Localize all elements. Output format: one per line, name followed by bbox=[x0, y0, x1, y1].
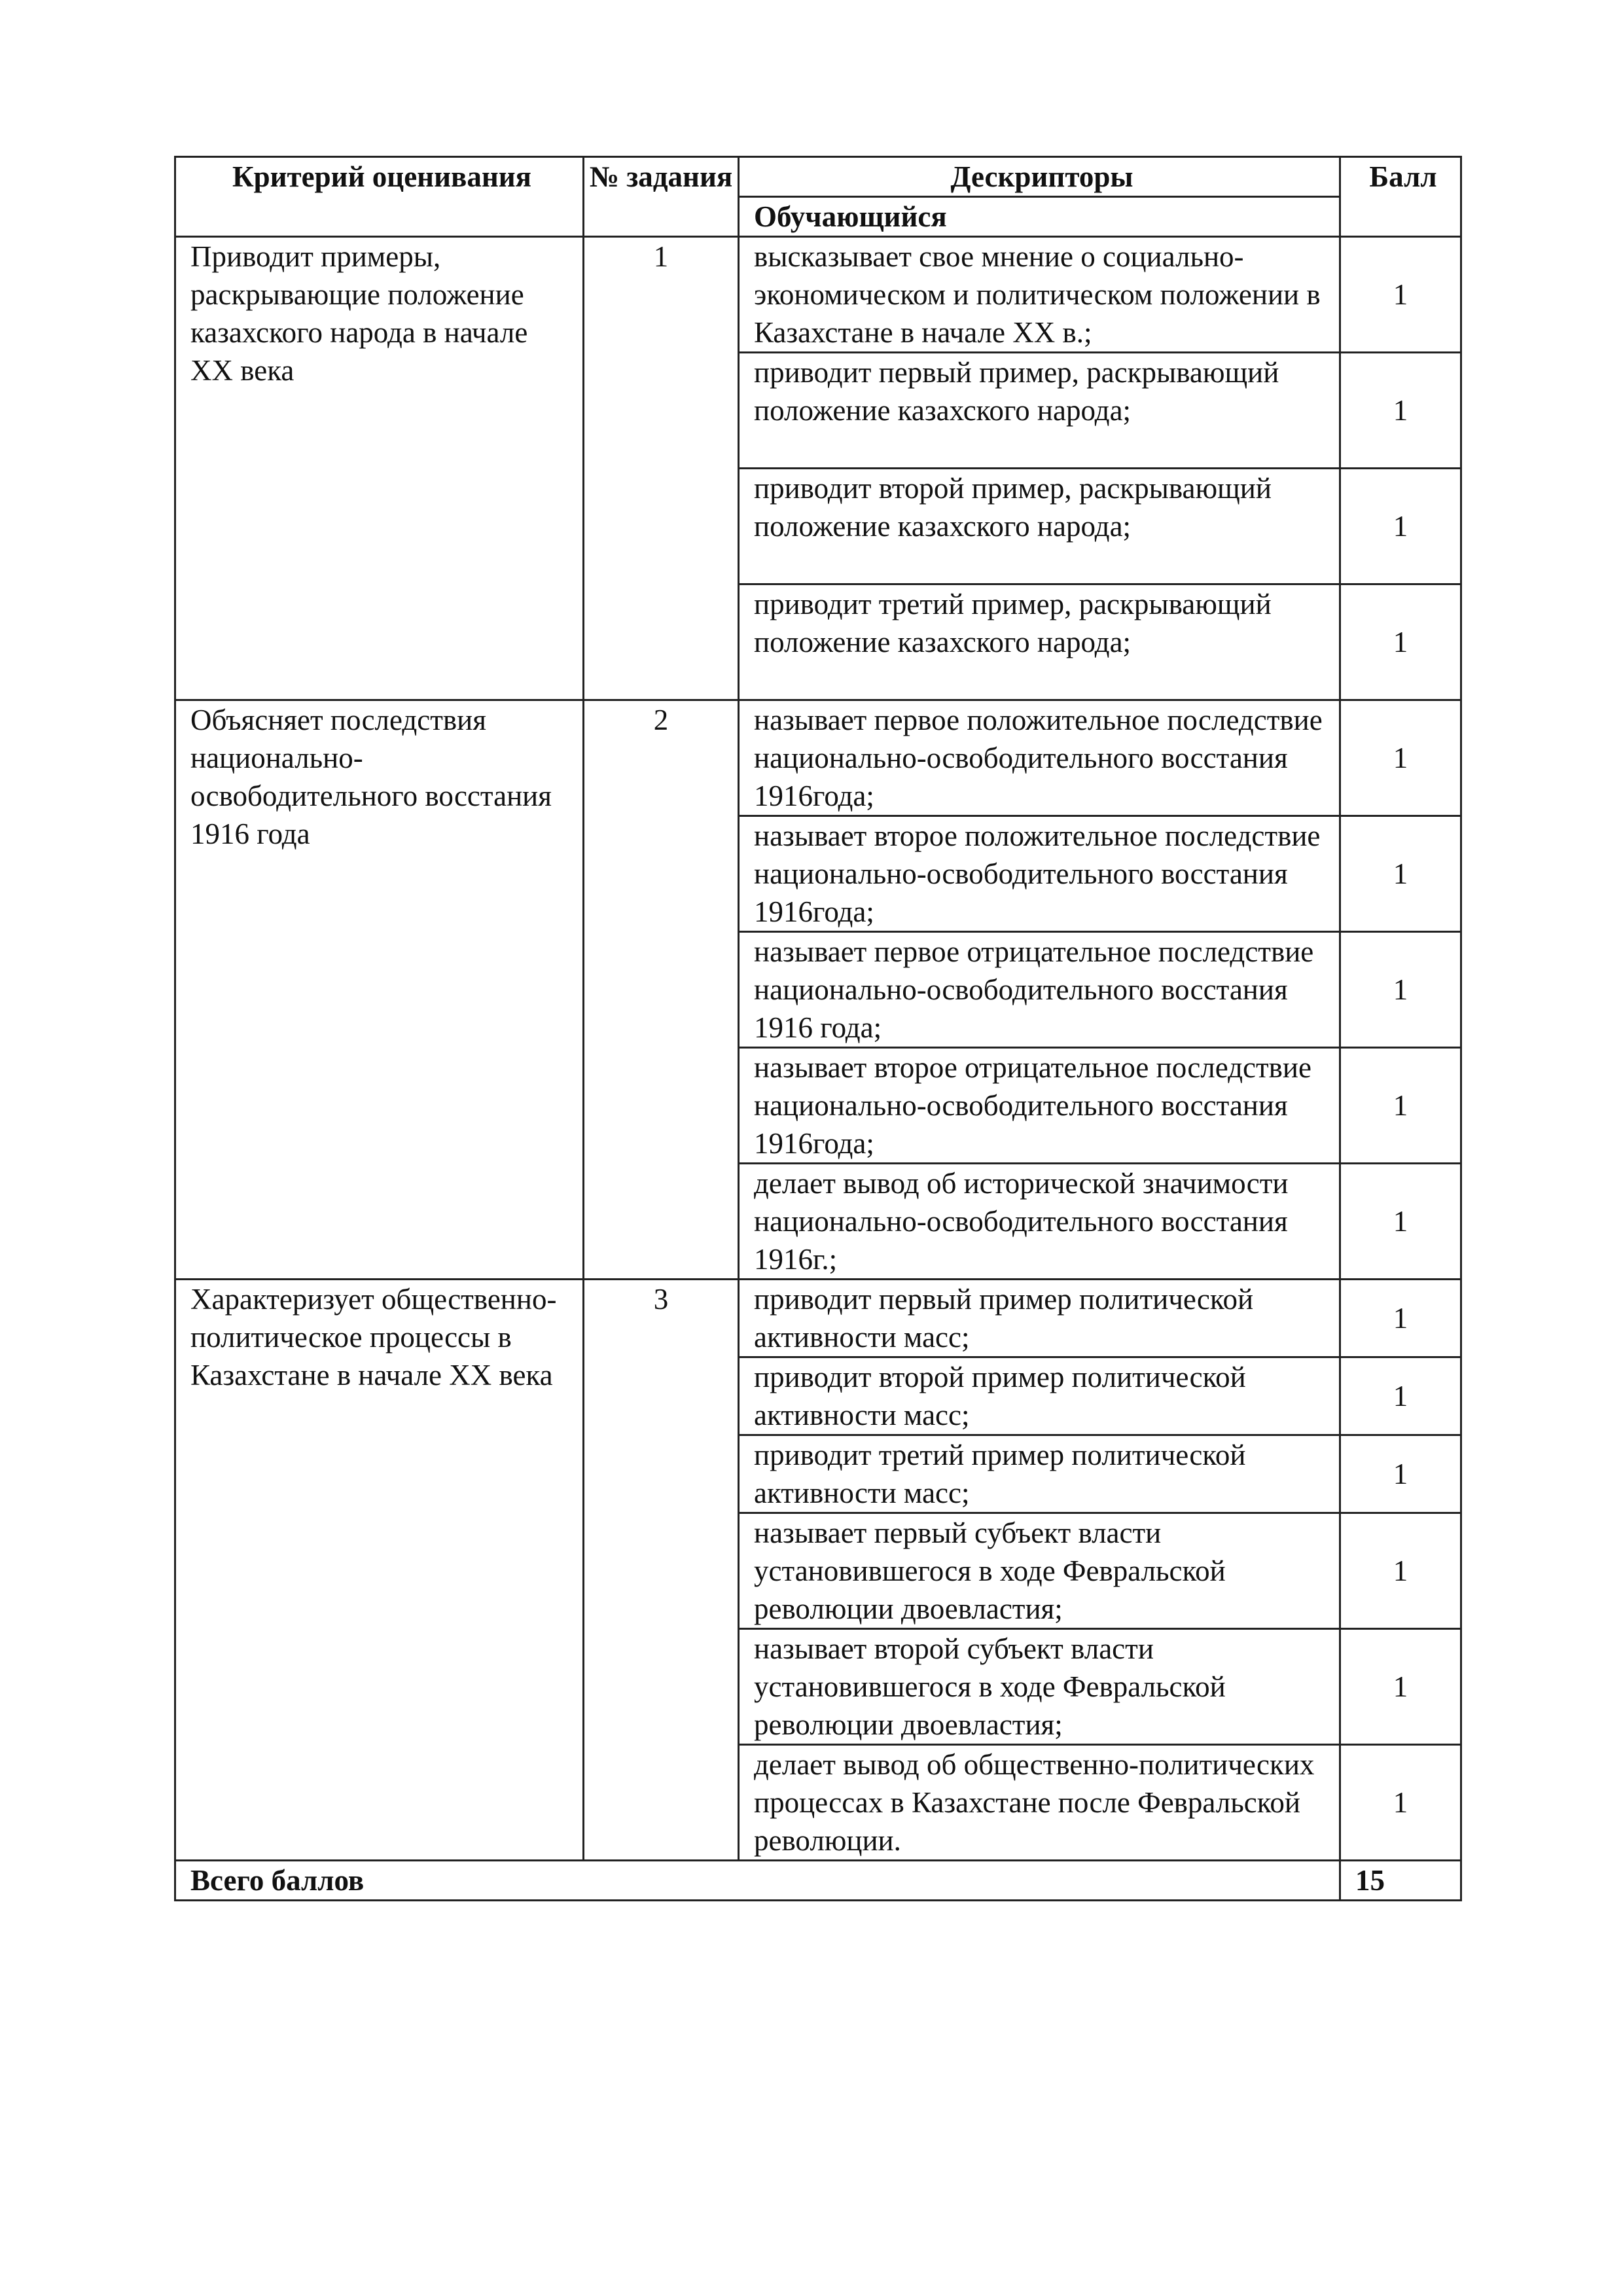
score-cell: 1 bbox=[1340, 353, 1461, 469]
header-score: Балл bbox=[1340, 157, 1461, 237]
score-cell: 1 bbox=[1340, 1164, 1461, 1280]
task-number-cell: 2 bbox=[584, 700, 739, 1280]
descriptor-cell: называет второе отрицательное последствие национально-освободительного восстания 1916года; bbox=[739, 1048, 1340, 1164]
score-cell: 1 bbox=[1340, 469, 1461, 584]
descriptor-cell: приводит второй пример, раскрывающий положение казахского народа; bbox=[739, 469, 1340, 584]
score-cell: 1 bbox=[1340, 1745, 1461, 1861]
score-cell: 1 bbox=[1340, 1048, 1461, 1164]
descriptor-cell: называет первое отрицательное последствие национально-освободительного восстания 1916 года; bbox=[739, 932, 1340, 1048]
task-number-cell: 3 bbox=[584, 1280, 739, 1861]
table-row bbox=[175, 1280, 1461, 1357]
descriptor-cell: называет первое положительное последствие национально-освободительного восстания 1916года; bbox=[739, 700, 1340, 816]
total-label: Всего баллов bbox=[175, 1861, 1340, 1901]
score-cell: 1 bbox=[1340, 584, 1461, 700]
score-cell: 1 bbox=[1340, 816, 1461, 932]
score-cell: 1 bbox=[1340, 1629, 1461, 1745]
descriptor-cell: называет второе положительное последствие национально-освободительного восстания 1916года; bbox=[739, 816, 1340, 932]
table-row bbox=[175, 700, 1461, 816]
descriptor-cell: делает вывод об исторической значимости национально-освободительного восстания 1916г.; bbox=[739, 1164, 1340, 1280]
score-cell: 1 bbox=[1340, 1280, 1461, 1357]
descriptor-cell: приводит первый пример, раскрывающий положение казахского народа; bbox=[739, 353, 1340, 469]
descriptor-cell: приводит второй пример политической активности масс; bbox=[739, 1357, 1340, 1435]
header-row bbox=[175, 157, 1461, 197]
descriptor-cell: называет второй субъект власти установившегося в ходе Февральской революции двоевластия; bbox=[739, 1629, 1340, 1745]
criterion-cell: Объясняет последствия национально-освободительного восстания 1916 года bbox=[175, 700, 584, 1280]
assessment-rubric-table bbox=[174, 156, 1462, 1901]
header-descriptors-sub: Обучающийся bbox=[739, 197, 1340, 237]
score-cell: 1 bbox=[1340, 932, 1461, 1048]
task-number-cell: 1 bbox=[584, 237, 739, 700]
header-criterion: Критерий оценивания bbox=[175, 157, 584, 237]
descriptor-cell: приводит первый пример политической активности масс; bbox=[739, 1280, 1340, 1357]
descriptor-cell: высказывает свое мнение о социально-экономическом и политическом положении в Казахстане в начале ХХ в.; bbox=[739, 237, 1340, 353]
criterion-cell: Приводит примеры, раскрывающие положение казахского народа в начале ХХ века bbox=[175, 237, 584, 700]
descriptor-cell: делает вывод об общественно-политических процессах в Казахстане после Февральской революции. bbox=[739, 1745, 1340, 1861]
table-row bbox=[175, 237, 1461, 353]
score-cell: 1 bbox=[1340, 237, 1461, 353]
score-cell: 1 bbox=[1340, 700, 1461, 816]
total-value: 15 bbox=[1340, 1861, 1461, 1901]
total-row bbox=[175, 1861, 1461, 1901]
descriptor-cell: называет первый субъект власти установившегося в ходе Февральской революции двоевластия; bbox=[739, 1513, 1340, 1629]
criterion-cell: Характеризует общественно-политическое процессы в Казахстане в начале ХХ века bbox=[175, 1280, 584, 1861]
score-cell: 1 bbox=[1340, 1435, 1461, 1513]
header-task-number: № задания bbox=[584, 157, 739, 237]
header-descriptors: Дескрипторы bbox=[739, 157, 1340, 197]
score-cell: 1 bbox=[1340, 1513, 1461, 1629]
descriptor-cell: приводит третий пример, раскрывающий положение казахского народа; bbox=[739, 584, 1340, 700]
descriptor-cell: приводит третий пример политической активности масс; bbox=[739, 1435, 1340, 1513]
score-cell: 1 bbox=[1340, 1357, 1461, 1435]
